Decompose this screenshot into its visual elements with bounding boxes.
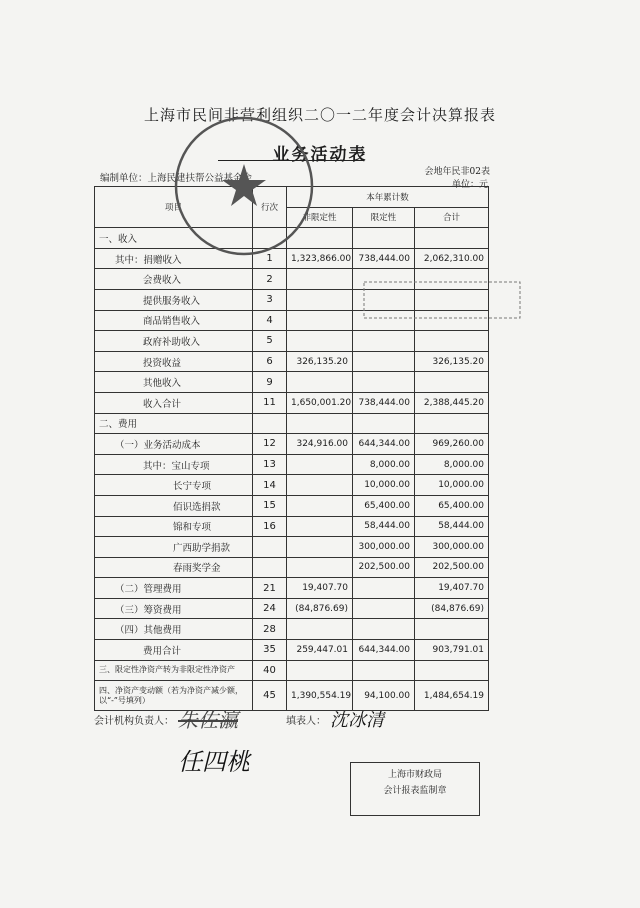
bureau-line1: 上海市财政局 <box>387 770 442 780</box>
table-row <box>95 454 489 475</box>
table-row <box>95 557 489 578</box>
row-unrestricted-value: 1,650,001.20 <box>287 392 353 413</box>
row-restricted-value: 8,000.00 <box>353 454 415 475</box>
row-label: 收入合计 <box>95 392 253 413</box>
row-total-value <box>415 228 489 249</box>
row-unrestricted-value <box>287 413 353 434</box>
row-line-number: 3 <box>253 289 287 310</box>
row-restricted-value <box>353 660 415 681</box>
table-row <box>95 392 489 413</box>
row-label: 其中：宝山专项 <box>95 454 253 475</box>
row-line-number: 1 <box>253 248 287 269</box>
row-line-number: 12 <box>253 434 287 455</box>
head-signature: 朱佐瀛 <box>178 708 238 732</box>
row-restricted-value <box>353 413 415 434</box>
bureau-line2: 会计报表监制章 <box>383 786 447 796</box>
row-total-value: 326,135.20 <box>415 351 489 372</box>
row-line-number: 2 <box>253 269 287 290</box>
row-label: 四、净资产变动额（若为净资产减少额，以“-”号填列） <box>95 681 253 711</box>
row-restricted-value: 65,400.00 <box>353 495 415 516</box>
row-total-value: 202,500.00 <box>415 557 489 578</box>
table-row <box>95 434 489 455</box>
row-restricted-value: 644,344.00 <box>353 434 415 455</box>
table-row <box>95 331 489 352</box>
row-unrestricted-value <box>287 269 353 290</box>
row-total-value: 2,388,445.20 <box>415 392 489 413</box>
row-total-value <box>415 619 489 640</box>
row-unrestricted-value: 1,323,866.00 <box>287 248 353 269</box>
row-total-value: 2,062,310.00 <box>415 248 489 269</box>
row-total-value: 8,000.00 <box>415 454 489 475</box>
table-row <box>95 598 489 619</box>
row-label: （四）其他费用 <box>95 619 253 640</box>
row-line-number: 5 <box>253 331 287 352</box>
row-unrestricted-value: 259,447.01 <box>287 640 353 661</box>
row-restricted-value <box>353 351 415 372</box>
row-unrestricted-value: 326,135.20 <box>287 351 353 372</box>
row-label: 锦和专项 <box>95 516 253 537</box>
row-line-number: 14 <box>253 475 287 496</box>
row-label: 政府补助收入 <box>95 331 253 352</box>
extra-signature: 任四桃 <box>178 748 250 776</box>
row-total-value: 1,484,654.19 <box>415 681 489 711</box>
row-unrestricted-value <box>287 619 353 640</box>
row-label: 三、限定性净资产转为非限定性净资产 <box>95 660 253 681</box>
round-seal-stamp <box>170 112 318 260</box>
row-line-number: 21 <box>253 578 287 599</box>
row-total-value: 300,000.00 <box>415 537 489 558</box>
row-label: （一）业务活动成本 <box>95 434 253 455</box>
row-restricted-value: 738,444.00 <box>353 392 415 413</box>
preparing-unit: 编制单位：上海民建扶帮公益基金会 <box>100 173 253 184</box>
row-unrestricted-value <box>287 372 353 393</box>
row-restricted-value <box>353 578 415 599</box>
head-label: 会计机构负责人： <box>94 716 174 727</box>
row-line-number <box>253 413 287 434</box>
row-total-value <box>415 413 489 434</box>
row-line-number: 24 <box>253 598 287 619</box>
row-label: 商品销售收入 <box>95 310 253 331</box>
col-unrestricted-header: 非限定性 <box>287 207 353 228</box>
row-unrestricted-value <box>287 495 353 516</box>
row-line-number: 11 <box>253 392 287 413</box>
row-label: （二）管理费用 <box>95 578 253 599</box>
row-label: （三）筹资费用 <box>95 598 253 619</box>
row-label: 会费收入 <box>95 269 253 290</box>
row-label: 其他收入 <box>95 372 253 393</box>
report-subtitle: 业务活动表 <box>272 145 368 165</box>
col-total-header: 合计 <box>415 207 489 228</box>
row-line-number: 13 <box>253 454 287 475</box>
row-label: 春雨奖学金 <box>95 557 253 578</box>
row-label: 费用合计 <box>95 640 253 661</box>
row-line-number: 16 <box>253 516 287 537</box>
report-title: 上海市民间非营利组织二〇一二年度会计决算报表 <box>143 106 496 124</box>
finance-bureau-box <box>350 762 480 816</box>
activity-table <box>94 186 489 711</box>
row-total-value: 19,407.70 <box>415 578 489 599</box>
row-line-number: 4 <box>253 310 287 331</box>
row-unrestricted-value <box>287 475 353 496</box>
row-total-value <box>415 331 489 352</box>
row-unrestricted-value <box>287 454 353 475</box>
row-label: 一、收入 <box>95 228 253 249</box>
row-total-value: 969,260.00 <box>415 434 489 455</box>
table-row <box>95 516 489 537</box>
col-item-header: 项目 <box>95 187 253 228</box>
row-line-number: 40 <box>253 660 287 681</box>
row-restricted-value: 644,344.00 <box>353 640 415 661</box>
row-line-number: 15 <box>253 495 287 516</box>
row-total-value <box>415 660 489 681</box>
row-unrestricted-value <box>287 537 353 558</box>
row-restricted-value: 202,500.00 <box>353 557 415 578</box>
row-label: 二、费用 <box>95 413 253 434</box>
filler-signature: 沈冰清 <box>330 710 384 731</box>
row-restricted-value: 300,000.00 <box>353 537 415 558</box>
col-group-header: 本年累计数 <box>287 187 489 208</box>
row-label: 其中：捐赠收入 <box>95 248 253 269</box>
row-total-value: 58,444.00 <box>415 516 489 537</box>
row-label: 投资收益 <box>95 351 253 372</box>
table-row <box>95 619 489 640</box>
row-unrestricted-value <box>287 310 353 331</box>
col-restricted-header: 限定性 <box>353 207 415 228</box>
table-row <box>95 537 489 558</box>
row-restricted-value <box>353 331 415 352</box>
filler-label: 填表人： <box>286 716 326 727</box>
form-code: 会地年民非02表 <box>424 167 490 177</box>
row-unrestricted-value: 324,916.00 <box>287 434 353 455</box>
row-restricted-value <box>353 619 415 640</box>
row-unrestricted-value: (84,876.69) <box>287 598 353 619</box>
row-total-value: 65,400.00 <box>415 495 489 516</box>
table-row <box>95 475 489 496</box>
row-restricted-value <box>353 598 415 619</box>
row-restricted-value <box>353 228 415 249</box>
row-line-number: 28 <box>253 619 287 640</box>
row-restricted-value: 58,444.00 <box>353 516 415 537</box>
table-row <box>95 495 489 516</box>
col-line-header: 行次 <box>253 187 287 228</box>
row-unrestricted-value <box>287 331 353 352</box>
table-row <box>95 681 489 711</box>
table-row <box>95 351 489 372</box>
accounting-firm-stamp <box>362 280 522 320</box>
table-row <box>95 660 489 681</box>
row-restricted-value: 738,444.00 <box>353 248 415 269</box>
row-line-number <box>253 537 287 558</box>
table-row <box>95 372 489 393</box>
row-total-value: (84,876.69) <box>415 598 489 619</box>
row-label: 佰识选捐款 <box>95 495 253 516</box>
row-unrestricted-value <box>287 660 353 681</box>
table-row <box>95 578 489 599</box>
currency-unit: 单位：元 <box>451 180 488 190</box>
row-line-number: 35 <box>253 640 287 661</box>
row-total-value <box>415 372 489 393</box>
table-row <box>95 640 489 661</box>
row-restricted-value <box>353 372 415 393</box>
table-row <box>95 413 489 434</box>
row-label: 广西助学捐款 <box>95 537 253 558</box>
row-unrestricted-value <box>287 557 353 578</box>
row-label: 长宁专项 <box>95 475 253 496</box>
row-line-number: 45 <box>253 681 287 711</box>
row-line-number: 9 <box>253 372 287 393</box>
row-unrestricted-value <box>287 516 353 537</box>
row-label: 提供服务收入 <box>95 289 253 310</box>
row-total-value: 10,000.00 <box>415 475 489 496</box>
row-restricted-value: 10,000.00 <box>353 475 415 496</box>
row-unrestricted-value: 1,390,554.19 <box>287 681 353 711</box>
row-restricted-value: 94,100.00 <box>353 681 415 711</box>
row-line-number: 6 <box>253 351 287 372</box>
row-unrestricted-value <box>287 289 353 310</box>
row-unrestricted-value: 19,407.70 <box>287 578 353 599</box>
row-total-value: 903,791.01 <box>415 640 489 661</box>
row-line-number <box>253 557 287 578</box>
